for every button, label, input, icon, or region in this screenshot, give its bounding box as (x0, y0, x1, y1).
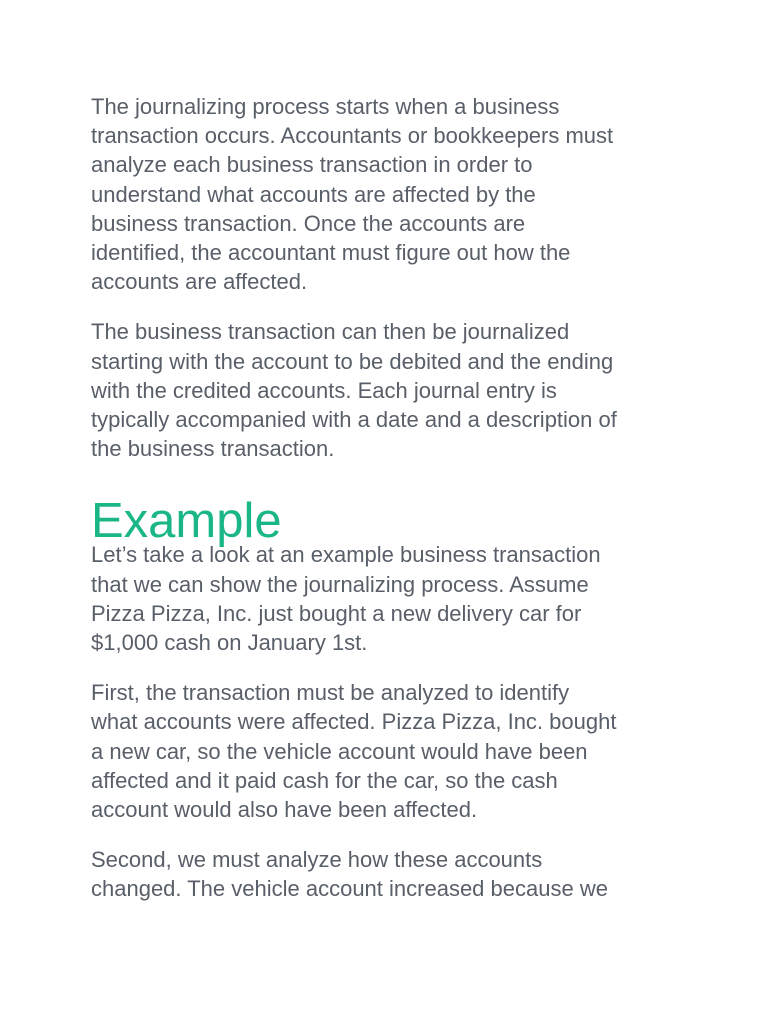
text-line: typically accompanied with a date and a description of (91, 407, 617, 433)
text-line: with the credited accounts. Each journal entry is (91, 377, 557, 403)
text-line: Second, we must analyze how these accounts (91, 847, 543, 873)
text-line: analyze each business transaction in order to (91, 152, 533, 178)
text-line: account would also have been affected. (91, 797, 478, 823)
text-line: changed. The vehicle account increased because we (91, 876, 608, 902)
text-line: Pizza Pizza, Inc. just bought a new delivery car for (91, 600, 582, 626)
text-line: understand what accounts are affected by the (91, 181, 536, 207)
paragraph-example-intro (91, 540, 691, 657)
document-body (91, 92, 691, 925)
text-line: The journalizing process starts when a business (91, 94, 560, 119)
paragraph-journalizing-entry (91, 317, 691, 463)
text-line: what accounts were affected. Pizza Pizza, Inc. bought (91, 709, 617, 735)
paragraph-analysis-first (91, 678, 691, 824)
text-line: accounts are affected. (91, 269, 308, 295)
text-line: business transaction. Once the accounts are (91, 210, 526, 236)
text-line: that we can show the journalizing process. Assume (91, 571, 589, 597)
paragraph-analysis-second (91, 845, 691, 903)
paragraph-journalizing-intro (91, 92, 691, 296)
text-line: $1,000 cash on January 1st. (91, 630, 368, 656)
text-line: a new car, so the vehicle account would have been (91, 738, 588, 764)
text-line: affected and it paid cash for the car, so the cash (91, 767, 558, 793)
text-line: First, the transaction must be analyzed to identify (91, 680, 570, 706)
text-line: transaction occurs. Accountants or bookkeepers must (91, 123, 614, 149)
text-line: the business transaction. (91, 436, 335, 462)
text-line: starting with the account to be debited and the ending (91, 348, 614, 374)
text-line: Let’s take a look at an example business transaction (91, 542, 601, 568)
text-line: identified, the accountant must figure out how the (91, 240, 571, 266)
section-heading-example: Example (91, 494, 282, 549)
text-line: The business transaction can then be journalized (91, 319, 570, 345)
